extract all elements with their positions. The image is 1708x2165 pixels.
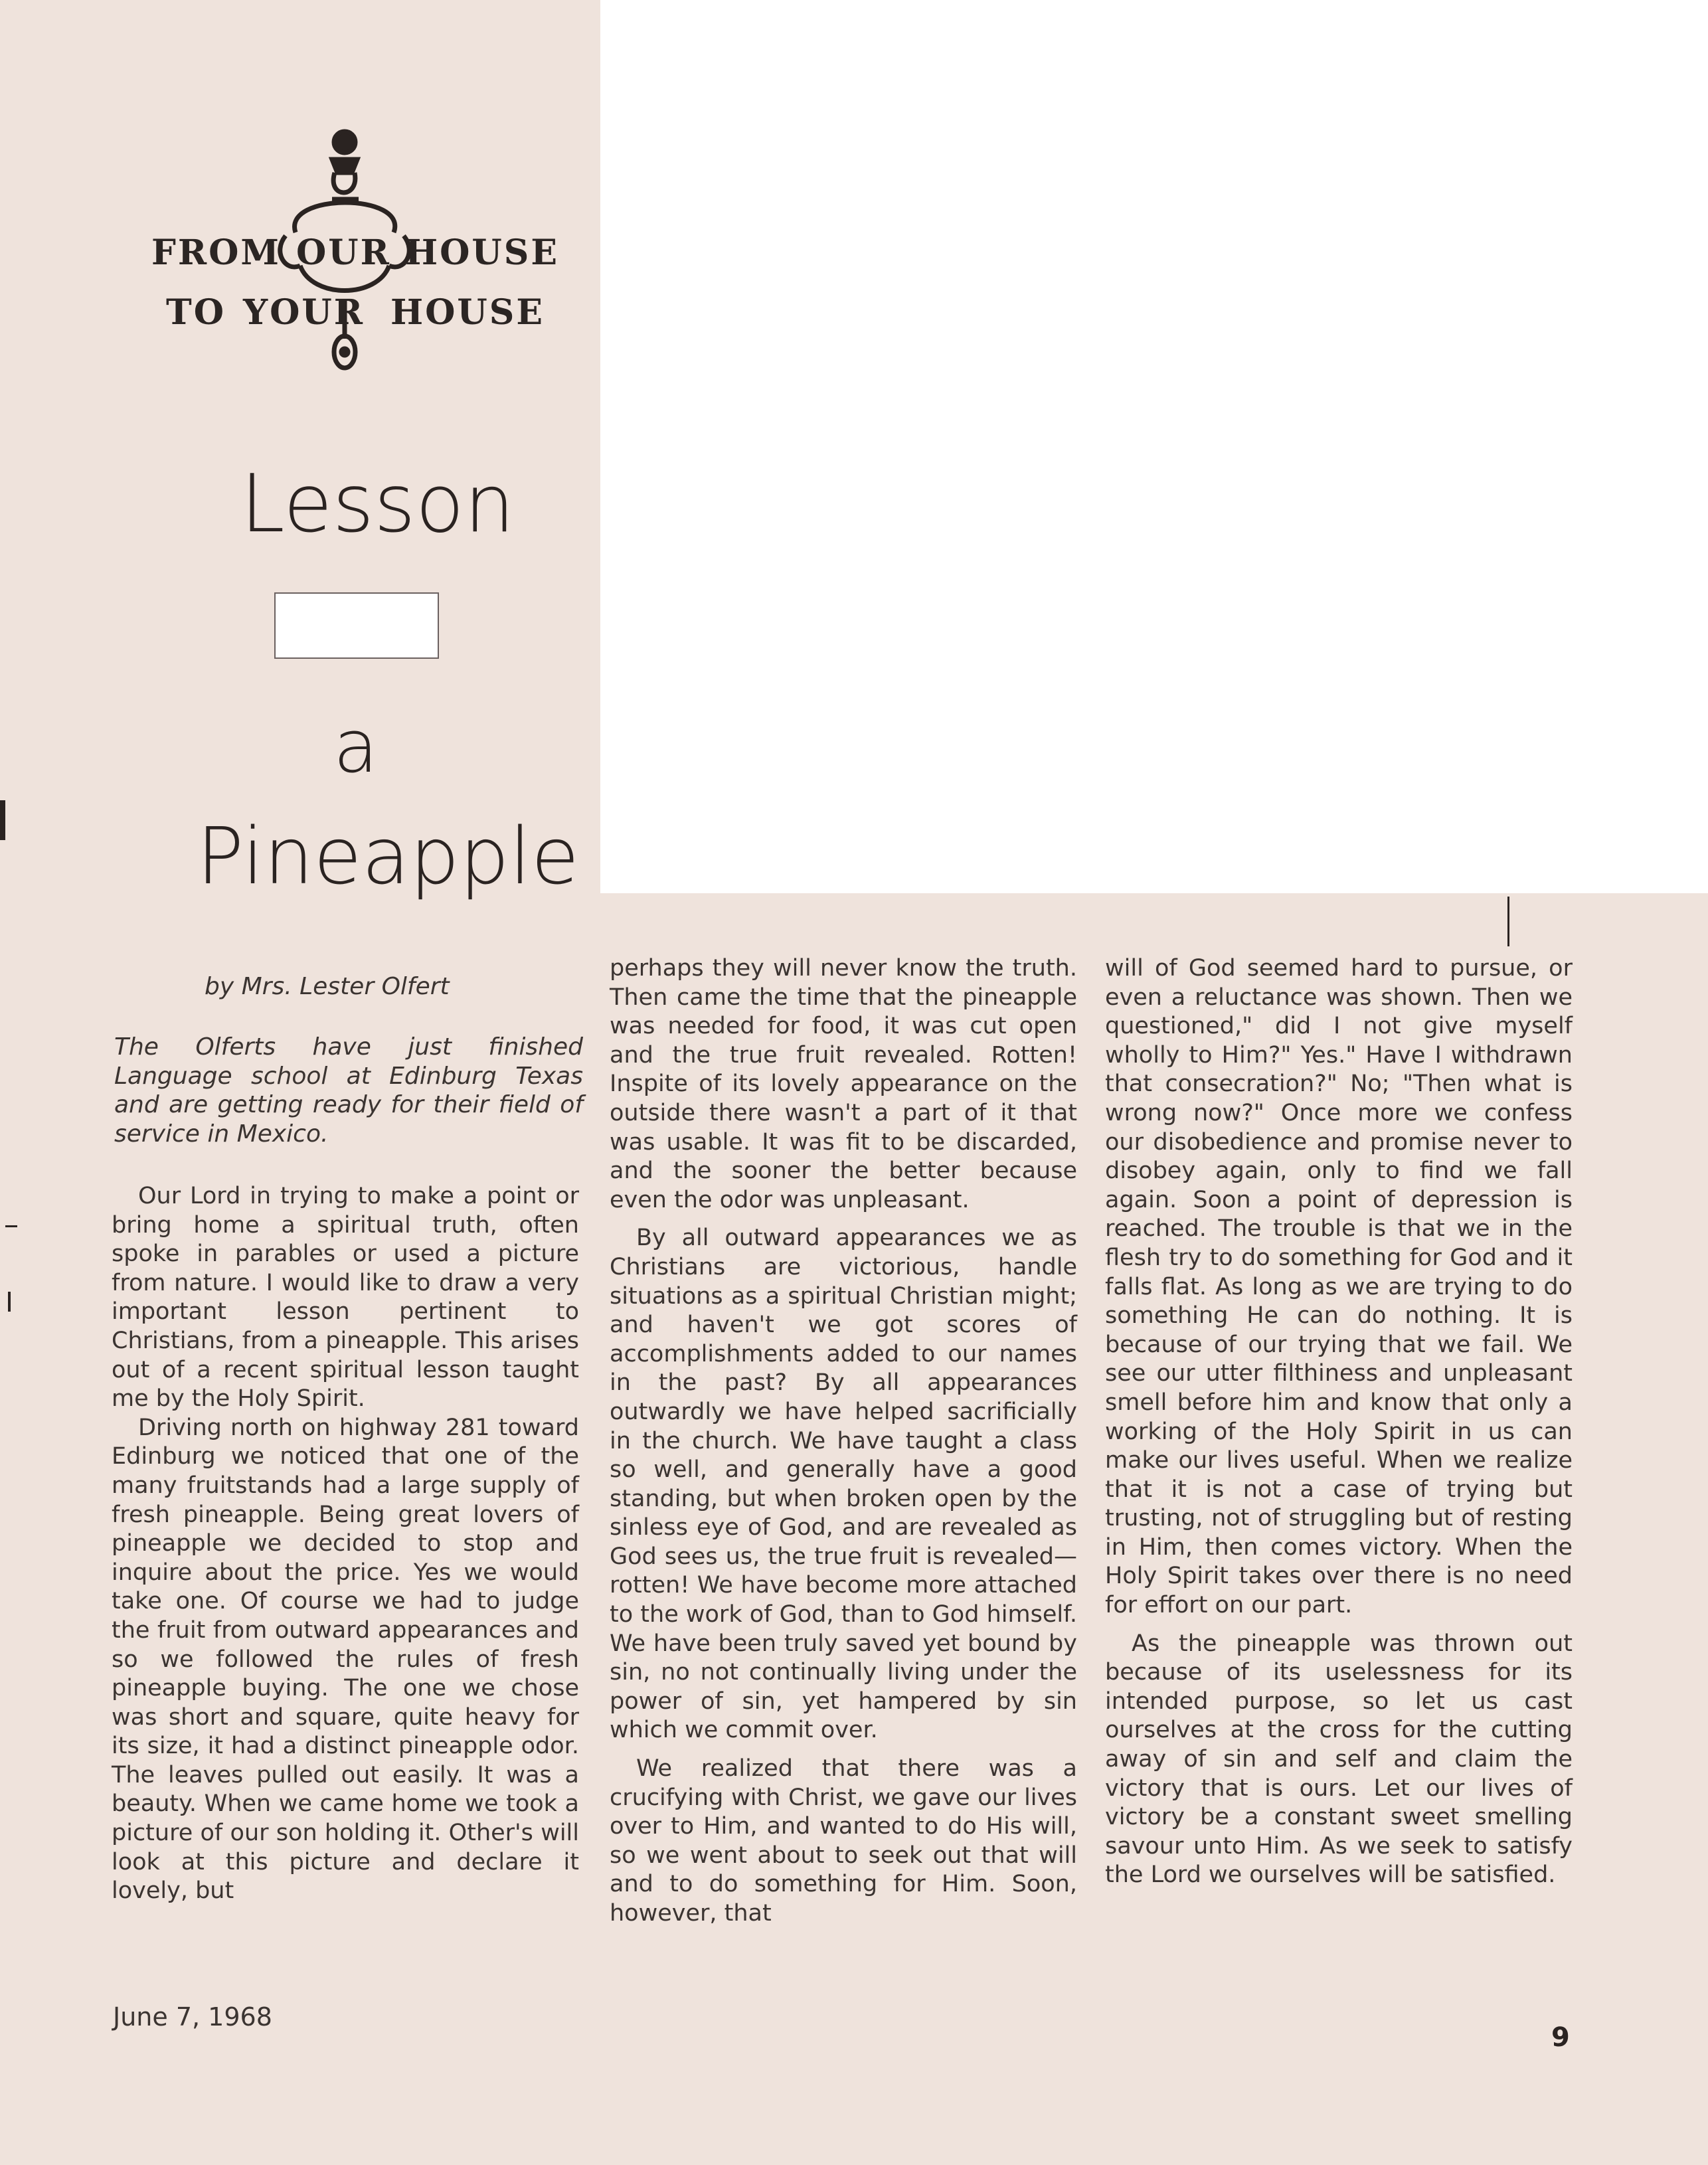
blank-region-title-gap xyxy=(274,592,439,659)
paragraph: As the pineapple was thrown out because of its uselessness for its intended purpose, so let us cast ourselves at the cross for the cutting away of sin and self and claim the victory that is ours. Let our lives of victory be a constant sweet smelling savour unto Him. As we seek to satisfy the Lord we ourselves will be satisfied. xyxy=(1105,1630,1573,1889)
header-from: FROM xyxy=(151,232,281,273)
header-your: YOUR xyxy=(243,292,365,333)
blank-region-top-right xyxy=(600,0,1708,893)
header-to: TO xyxy=(166,292,226,333)
margin-mark xyxy=(5,1225,17,1227)
page-number: 9 xyxy=(1551,2022,1570,2053)
title-lesson: Lesson xyxy=(240,458,515,551)
title-pineapple: Pineapple xyxy=(197,810,580,902)
paragraph: perhaps they will never know the truth. Then came the time that the pineapple was needed for food, it was cut open and the true fruit revealed. Rotten! Inspite of its lovely appearance on the outside there wasn't a part of it that was usable. It was fit to be discarded, and the sooner the better because even the odor was unpleasant. xyxy=(610,955,1077,1213)
margin-mark xyxy=(8,1292,11,1312)
paragraph: By all outward appearances we as Christians are victorious, handle situations as a spiritual Christian might; and haven't we got scores of accomplishments added to our names in the past? By all appearances outwardly we have helped sacrificially in the church. We have taught a class so well, and generally have a good standing, but when broken open by the sinless eye of God, and are revealed as God sees us, the true fruit is revealed—rotten! We have become more attached to the work of God, than to God himself. We have been truly saved yet bound by sin, no not continually living under the power of sin, yet hampered by sin which we commit over. xyxy=(610,1225,1077,1744)
margin-mark xyxy=(1507,897,1509,946)
article-column-3 xyxy=(1105,954,1573,1890)
paragraph: Driving north on highway 281 toward Edinburg we noticed that one of the many fruitstands had a large supply of fresh pineapple. Being great lovers of pineapple we decided to stop and inquire about the price. Yes we would take one. Of course we had to judge the fruit from outward appearances and so we followed the rules of fresh pineapple buying. The one we chose was short and square, quite heavy for its size, it had a distinct pineapple odor. The leaves pulled out easily. It was a beauty. When we came home we took a picture of our son holding it. Other's will look at this picture and declare it lovely, but xyxy=(112,1414,579,1905)
header-house-2: HOUSE xyxy=(390,292,545,333)
issue-date: June 7, 1968 xyxy=(113,2002,272,2032)
article-column-2 xyxy=(610,954,1077,1929)
header-house-1: HOUSE xyxy=(405,232,559,273)
intro-note: The Olferts have just finished Language school at Edinburg Texas and are getting ready for their field of service in Mexico. xyxy=(114,1033,583,1148)
byline: by Mrs. Lester Olfert xyxy=(205,973,450,1000)
paragraph: We realized that there was a crucifying with Christ, we gave our lives over to Him, and wanted to do His will, so we went about to seek out that will and to do something for Him. Soon, however, that xyxy=(610,1755,1077,1927)
header-our: OUR xyxy=(296,232,391,273)
title-a: a xyxy=(333,704,379,789)
article-column-1 xyxy=(112,1182,579,1906)
paragraph: will of God seemed hard to pursue, or even a reluctance was shown. Then we questioned," did I not give myself wholly to Him?" Yes." Have I withdrawn that consecration?" No; "Then what is wrong now?" Once more we confess our disobedience and promise never to disobey again, only to find we fall again. Soon a point of depression is reached. The trouble is that we in the flesh try to do something for God and it falls flat. As long as we are trying to do something He can do nothing. It is because of our trying that we fail. We see our utter filthiness and unpleasant smell before him and know that only a working of the Holy Spirit in us can make our lives useful. When we realize that it is not a case of trying but trusting, not of struggling but of resting in Him, then comes victory. When the Holy Spirit takes over there is no need for effort on our part. xyxy=(1105,955,1573,1619)
paragraph: Our Lord in trying to make a point or bring home a spiritual truth, often spoke in parables or used a picture from nature. I would like to draw a very important lesson pertinent to Christians, from a pineapple. This arises out of a recent spiritual lesson taught me by the Holy Spirit. xyxy=(112,1183,579,1413)
margin-mark xyxy=(0,800,5,840)
